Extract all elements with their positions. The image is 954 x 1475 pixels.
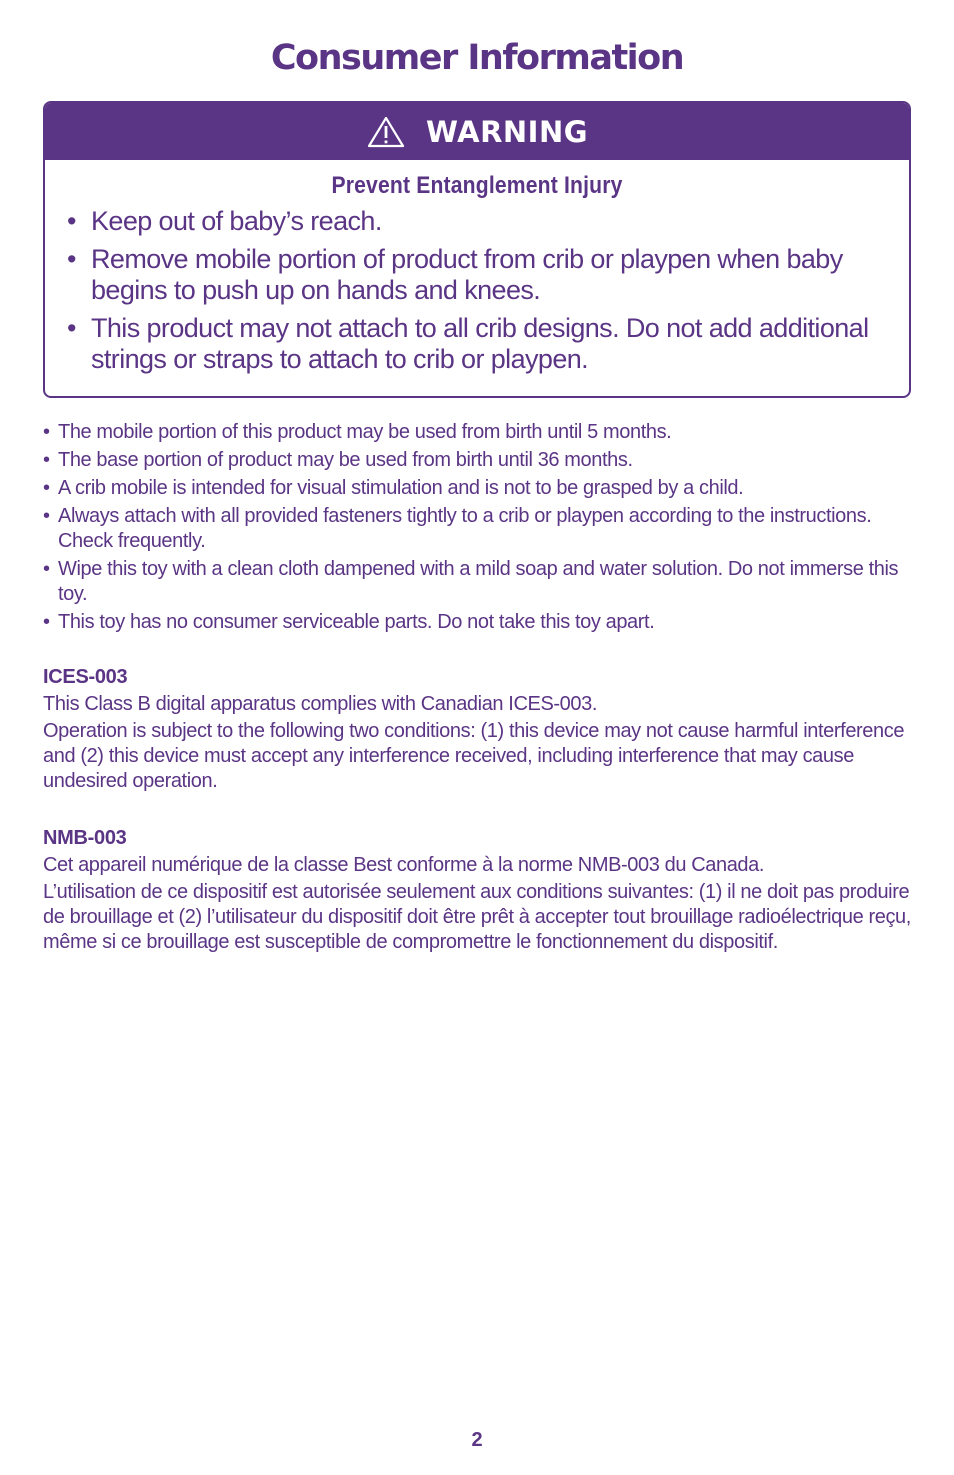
nmb-section [43,826,913,955]
nmb-line-2: L’utilisation de ce dispositif est autorisée seulement aux conditions suivantes: (1) il ne doit pas produire de brouillage et (2) l’utilisateur du dispositif doit être prêt à accepter tout brouillage radioélectrique reçu, même si ce brouillage est susceptible de compromettre le fonctionnement du dispositif. [43,881,911,953]
ices-section [43,665,913,794]
warning-list [45,206,909,375]
warning-triangle-icon [366,115,406,149]
note-item: • A crib mobile is intended for visual stimulation and is not to be grasped by a child. [43,476,913,501]
ices-heading: ICES-003 [43,666,128,688]
warning-box [43,101,911,398]
nmb-heading: NMB-003 [43,827,127,849]
ices-line-1: This Class B digital apparatus complies with Canadian ICES-003. [43,693,597,715]
warning-subtitle: Prevent Entanglement Injury [331,172,623,199]
page-number: 2 [471,1429,483,1451]
nmb-line-1: Cet appareil numérique de la classe Best conforme à la norme NMB-003 du Canada. [43,854,765,876]
warning-item: • Keep out of baby’s reach. [67,206,891,237]
note-item: • This toy has no consumer serviceable parts. Do not take this toy apart. [43,610,913,635]
note-item: • Wipe this toy with a clean cloth dampened with a mild soap and water solution. Do not immerse this toy. [43,557,913,607]
warning-item: • Remove mobile portion of product from crib or playpen when baby begins to push up on hands and knees. [67,244,891,306]
warning-label: WARNING [425,114,589,149]
ices-line-2: Operation is subject to the following two conditions: (1) this device may not cause harmful interference and (2) this device must accept any interference received, including interference that may cause undesired operation. [43,720,905,792]
note-item: • Always attach with all provided fasteners tightly to a crib or playpen according to the instructions. Check frequently. [43,504,913,554]
notes-list [43,420,913,638]
note-item: • The mobile portion of this product may be used from birth until 5 months. [43,420,913,445]
warning-header [45,103,909,160]
note-item: • The base portion of product may be used from birth until 36 months. [43,448,913,473]
warning-item: • This product may not attach to all crib designs. Do not add additional strings or straps to attach to crib or playpen. [67,313,891,375]
page-title: Consumer Information [270,38,684,78]
